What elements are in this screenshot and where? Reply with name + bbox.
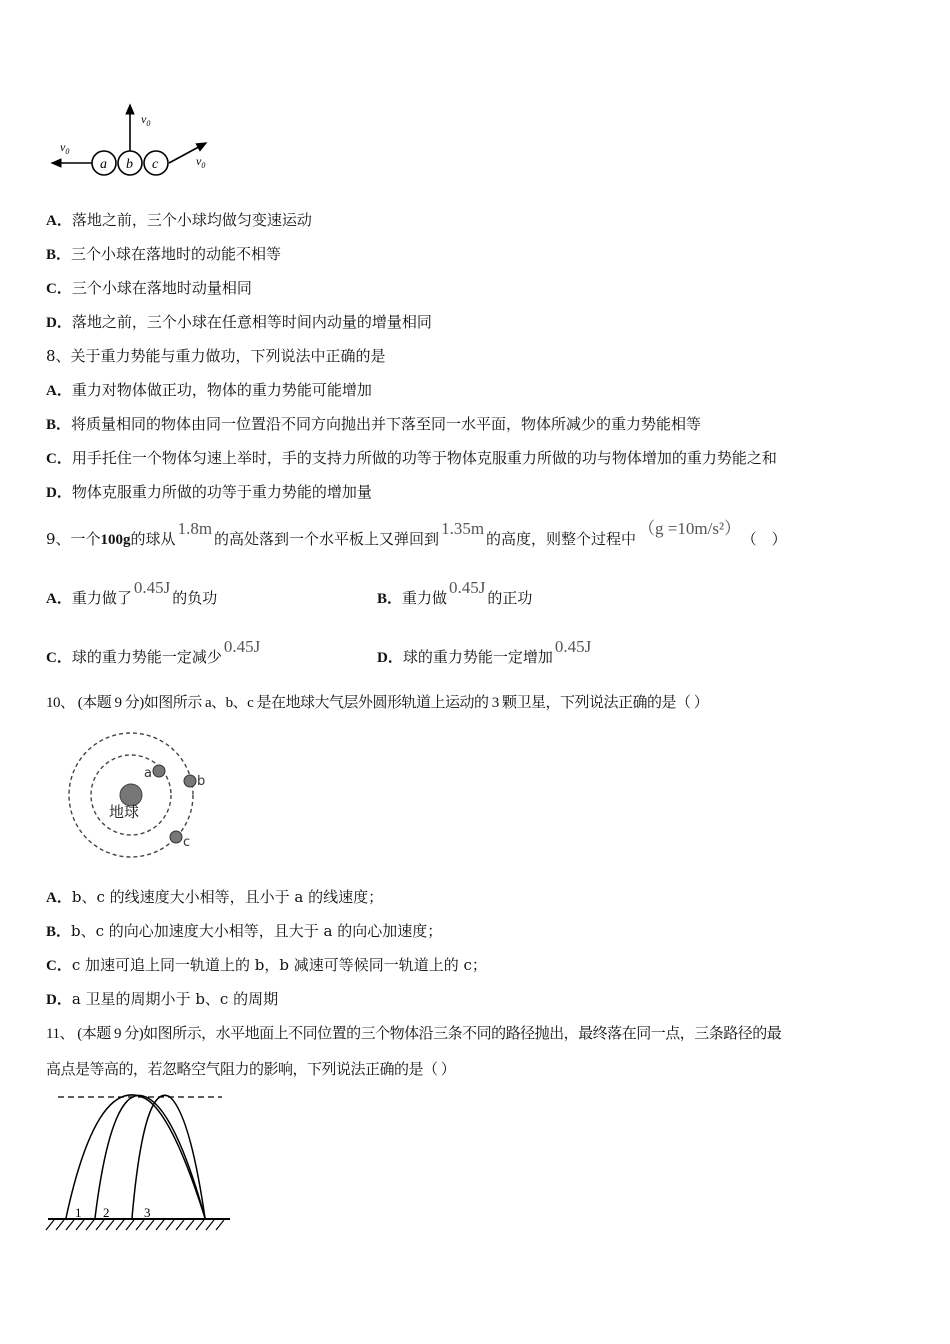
svg-text:a: a: [100, 157, 107, 172]
q8-option-a: A．重力对物体做正功，物体的重力势能可能增加: [46, 381, 372, 399]
q9-option-d: D．球的重力势能一定增加0.45J: [377, 637, 592, 666]
svg-text:1: 1: [75, 1205, 82, 1220]
q10-option-b: B．b、c 的向心加速度大小相等，且大于 a 的向心加速度；: [46, 922, 443, 940]
svg-text:地球: 地球: [109, 803, 140, 821]
figure-three-balls: [40, 95, 240, 185]
svg-text:b: b: [126, 157, 133, 172]
q7-option-a: A．落地之前，三个小球均做匀变速运动: [46, 211, 312, 229]
q8-option-b: B．将质量相同的物体由同一位置沿不同方向抛出并下落至同一水平面，物体所减少的重力势能相等: [46, 415, 702, 433]
q9-option-a: A．重力做了0.45J的负功: [46, 578, 218, 607]
svg-text:b: b: [197, 774, 206, 789]
q7-option-c: C．三个小球在落地时动量相同: [46, 279, 252, 297]
q7-option-b: B．三个小球在落地时的动能不相等: [46, 245, 282, 263]
q8-stem: 8、关于重力势能与重力做功，下列说法中正确的是: [46, 347, 386, 365]
q10-option-d: D．a 卫星的周期小于 b、c 的周期: [46, 990, 279, 1008]
figure-satellite-orbits: [55, 725, 225, 865]
svg-text:3: 3: [144, 1205, 151, 1220]
q11-stem-line2: 高点是等高的，若忽略空气阻力的影响，下列说法正确的是（ ）: [46, 1062, 456, 1078]
svg-text:v0: $v_0$: [141, 112, 151, 128]
q9-option-c: C．球的重力势能一定减少0.45J: [46, 637, 261, 666]
q8-option-d: D．物体克服重力所做的功等于重力势能的增加量: [46, 483, 372, 501]
q9-option-b: B．重力做0.45J的正功: [377, 578, 533, 607]
svg-text:v0: $v_0$: [196, 154, 206, 170]
svg-text:c: c: [183, 835, 191, 850]
q7-option-d: D．落地之前，三个小球在任意相等时间内动量的增量相同: [46, 313, 432, 331]
svg-text:2: 2: [103, 1205, 110, 1220]
svg-text:v0: $v_0$: [60, 140, 70, 156]
q11-stem-line1: 11、 (本题 9 分)如图所示，水平地面上不同位置的三个物体沿三条不同的路径抛出，最终落在同一点，三条路径的最: [46, 1026, 782, 1042]
q8-option-c: C．用手托住一个物体匀速上举时，手的支持力所做的功等于物体克服重力所做的功与物体增加的重力势能之和: [46, 449, 777, 467]
figure-projectile-paths: [40, 1085, 240, 1235]
svg-text:a: a: [144, 766, 152, 781]
q10-option-a: A．b、c 的线速度大小相等，且小于 a 的线速度；: [46, 888, 384, 906]
q10-option-c: C．c 加速可追上同一轨道上的 b，b 减速可等候同一轨道上的 c；: [46, 956, 487, 974]
svg-text:c: c: [152, 157, 159, 172]
q9-stem: 9、一个100g的球从1.8m的高处落到一个水平板上又弹回到1.35m的高度，则整个过程中（g =10m/s²）（ ）: [46, 519, 787, 548]
q10-stem: 10、 (本题 9 分)如图所示 a、b、c 是在地球大气层外圆形轨道上运动的 3 颗卫星，下列说法正确的是（ ）: [46, 695, 709, 711]
